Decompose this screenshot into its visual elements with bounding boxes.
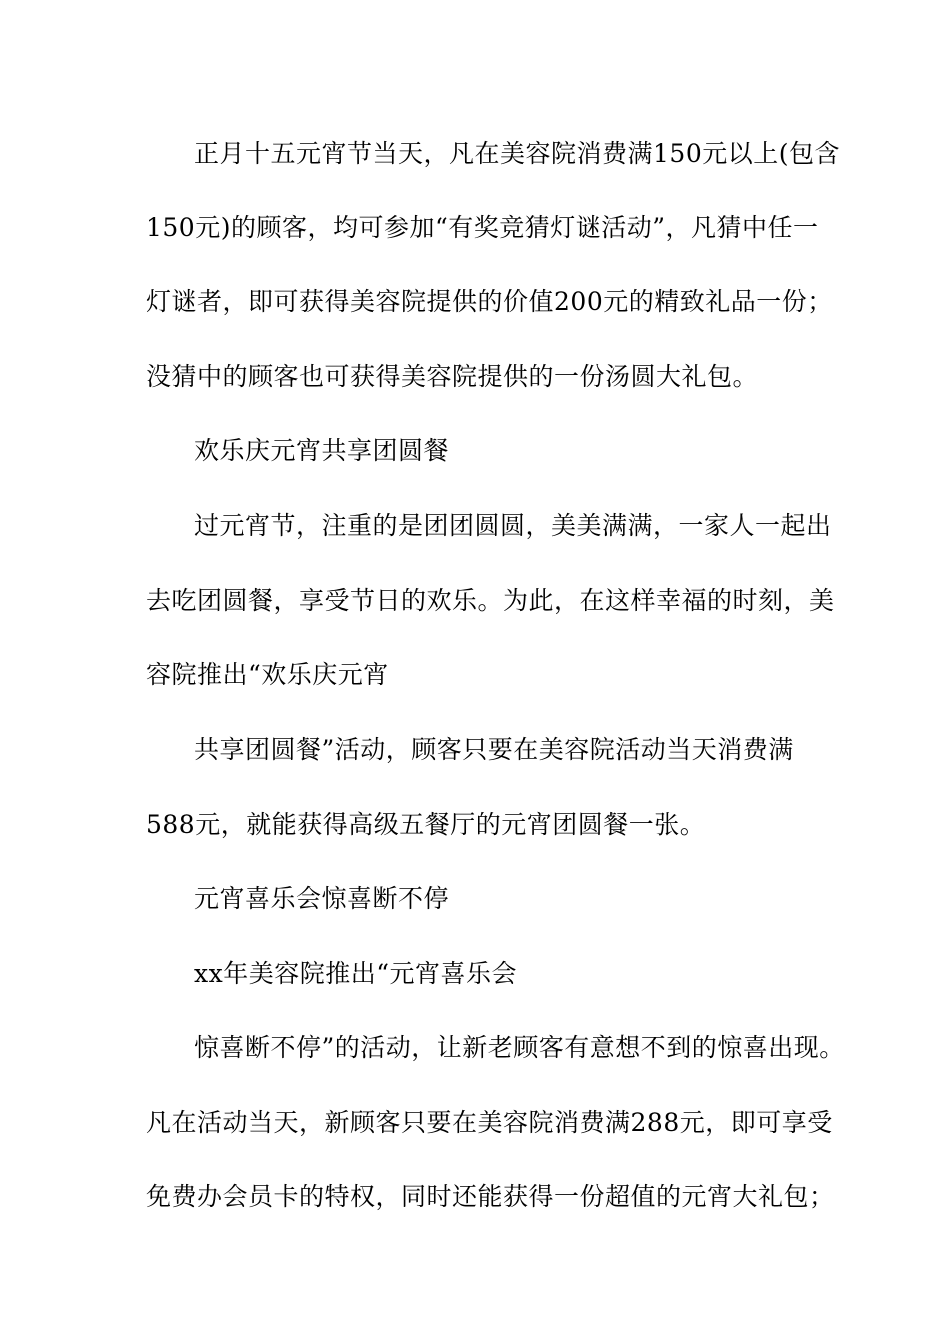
- paragraph-line: 过元宵节，注重的是团团圆圆，美美满满，一家人一起出: [194, 511, 832, 540]
- paragraph-line: 588元，就能获得高级五餐厅的元宵团圆餐一张。: [146, 810, 706, 839]
- paragraph-line: 没猜中的顾客也可获得美容院提供的一份汤圆大礼包。: [146, 362, 759, 391]
- paragraph-line: 去吃团圆餐，享受节日的欢乐。为此，在这样幸福的时刻，美: [146, 586, 835, 615]
- paragraph-line: 正月十五元宵节当天，凡在美容院消费满150元以上(包含: [194, 139, 840, 168]
- paragraph-line: 共享团圆餐”活动，顾客只要在美容院活动当天消费满: [194, 735, 794, 764]
- paragraph-line: 150元)的顾客，均可参加“有奖竞猜灯谜活动”，凡猜中任一: [146, 213, 819, 242]
- paragraph-line: 容院推出“欢乐庆元宵: [146, 660, 389, 689]
- paragraph-line: xx年美容院推出“元宵喜乐会: [194, 959, 517, 988]
- section-heading: 欢乐庆元宵共享团圆餐: [194, 436, 450, 465]
- paragraph-line: 凡在活动当天，新顾客只要在美容院消费满288元，即可享受: [146, 1108, 833, 1137]
- paragraph-line: 惊喜断不停”的活动，让新老顾客有意想不到的惊喜出现。: [194, 1033, 845, 1062]
- section-heading: 元宵喜乐会惊喜断不停: [194, 884, 450, 913]
- paragraph-line: 灯谜者，即可获得美容院提供的价值200元的精致礼品一份；: [146, 287, 833, 316]
- paragraph-line: 免费办会员卡的特权，同时还能获得一份超值的元宵大礼包；: [146, 1182, 835, 1211]
